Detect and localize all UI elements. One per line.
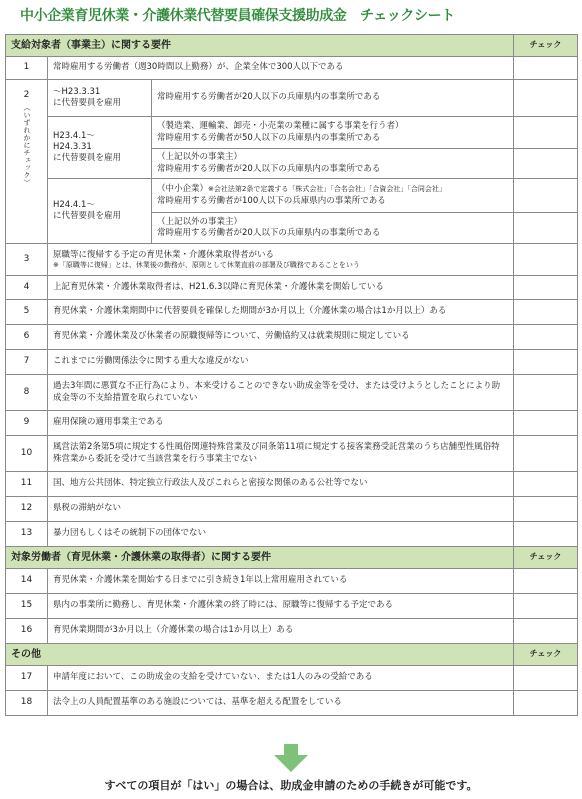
requirement-text: 暴力団もしくはその統制下の団体でない (48, 522, 514, 547)
table-row (6, 350, 578, 375)
row-number: 16 (6, 619, 48, 644)
check-cell[interactable] (514, 411, 578, 436)
row-number: 2 (23, 90, 30, 100)
check-cell[interactable] (514, 350, 578, 375)
choose-one-note: （いずれかにチェック） (23, 103, 32, 187)
table-row (6, 276, 578, 300)
footer-message: すべての項目が「はい」の場合は、助成金申請のための手続きが可能です。 (104, 779, 478, 792)
check-cell[interactable] (514, 149, 578, 179)
table-row (6, 411, 578, 436)
requirement-text: 県税の滞納がない (48, 497, 514, 522)
check-cell[interactable] (514, 375, 578, 411)
check-cell[interactable] (514, 244, 578, 276)
row-number: 6 (6, 325, 48, 350)
section-employer-header (6, 35, 578, 57)
requirement-text: 国、地方公共団体、特定独立行政法人及びこれらと密接な関係のある公社等でない (48, 472, 514, 497)
requirement-text: 育児休業・介護休業を開始する日までに引き続き1年以上常用雇用されている (48, 569, 514, 594)
check-cell[interactable] (514, 691, 578, 716)
section-title: 支給対象者（事業主）に関する要件 (6, 35, 514, 57)
check-cell[interactable] (514, 569, 578, 594)
check-cell[interactable] (514, 57, 578, 80)
requirement-text: 上記育児休業・介護休業取得者は、H21.6.3以降に育児休業・介護休業を開始している (48, 276, 514, 300)
check-cell[interactable] (514, 117, 578, 149)
period-label: 〜H23.3.31 に代替要員を雇用 (48, 80, 152, 117)
row-number: 11 (6, 472, 48, 497)
table-row (6, 594, 578, 619)
row-number: 8 (6, 375, 48, 411)
table-row (6, 117, 578, 149)
requirement-text: （上記以外の事業主） 常時雇用する労働者が20人以下の兵庫県内の事業所である (152, 149, 514, 179)
check-column-header: チェック (514, 35, 578, 57)
page-title: 中小企業育児休業・介護休業代替要員確保支援助成金 チェックシート (20, 8, 455, 24)
row-number-cell (6, 80, 48, 244)
row-number: 9 (6, 411, 48, 436)
requirement-text: 申請年度において、この助成金の支給を受けていない、または1人のみの受給である (48, 666, 514, 691)
requirement-text: 育児休業期間が3か月以上（介護休業の場合は1か月以上）ある (48, 619, 514, 644)
row-number: 10 (6, 436, 48, 472)
requirement-text: 常時雇用する労働者（週30時間以上勤務）が、企業全体で300人以下である (48, 57, 514, 80)
table-row (6, 244, 578, 276)
row-number: 5 (6, 300, 48, 325)
footnote: ※「原職等に復帰」とは、休業後の勤務が、原則として休業直前の部署及び職務であることをいう (53, 260, 360, 269)
period-label: H23.4.1〜 H24.3.31 に代替要員を雇用 (48, 117, 152, 179)
check-cell[interactable] (514, 497, 578, 522)
check-cell[interactable] (514, 300, 578, 325)
requirement-text: 法令上の人員配置基準のある施設については、基準を超える配置をしている (48, 691, 514, 716)
row-number: 13 (6, 522, 48, 547)
footnote: ※会社法第2条で定義する「株式会社」「合名会社」「合資会社」「合同会社」 (208, 185, 446, 194)
check-cell[interactable] (514, 80, 578, 117)
row-number: 4 (6, 276, 48, 300)
table-row (6, 691, 578, 716)
check-column-header: チェック (514, 644, 578, 666)
check-cell[interactable] (514, 594, 578, 619)
check-cell[interactable] (514, 213, 578, 244)
requirement-cell (48, 244, 514, 276)
row-number: 15 (6, 594, 48, 619)
table-row (6, 325, 578, 350)
check-cell[interactable] (514, 666, 578, 691)
category-prefix: （中小企業） (157, 184, 209, 195)
row-number: 3 (6, 244, 48, 276)
check-cell[interactable] (514, 179, 578, 213)
check-column-header: チェック (514, 547, 578, 569)
down-arrow-icon (274, 744, 308, 772)
requirement-text: （上記以外の事業主） 常時雇用する労働者が20人以下の兵庫県内の事業所である (152, 213, 514, 244)
check-cell[interactable] (514, 522, 578, 547)
check-cell[interactable] (514, 325, 578, 350)
check-cell[interactable] (514, 619, 578, 644)
check-cell[interactable] (514, 436, 578, 472)
requirement-text: これまでに労働関係法令に関する重大な違反がない (48, 350, 514, 375)
checklist-table (5, 34, 578, 716)
check-cell[interactable] (514, 472, 578, 497)
period-label: H24.4.1〜 に代替要員を雇用 (48, 179, 152, 244)
table-row (6, 300, 578, 325)
table-row (6, 375, 578, 411)
requirement-text: 雇用保険の適用事業主である (48, 411, 514, 436)
section-other-header (6, 644, 578, 666)
row-number: 7 (6, 350, 48, 375)
requirement-text: 育児休業・介護休業期間中に代替要員を確保した期間が3か月以上（介護休業の場合は1か月以上）ある (48, 300, 514, 325)
table-row (6, 497, 578, 522)
table-row (6, 179, 578, 213)
requirement-text: 常時雇用する労働者が20人以下の兵庫県内の事業所である (152, 80, 514, 117)
row-number: 14 (6, 569, 48, 594)
table-row (6, 569, 578, 594)
requirement-text: 育児休業・介護休業及び休業者の原職復帰等について、労働協約又は就業規則に規定している (48, 325, 514, 350)
table-row (6, 80, 578, 117)
table-row (6, 522, 578, 547)
section-worker-header (6, 547, 578, 569)
requirement-text: 原職等に復帰する予定の育児休業・介護休業取得者がいる (53, 249, 275, 260)
row-number: 18 (6, 691, 48, 716)
requirement-text: 常時雇用する労働者が100人以下の兵庫県内の事業所である (157, 195, 386, 206)
table-row (6, 619, 578, 644)
requirement-text: 県内の事業所に勤務し、育児休業・介護休業の終了時には、原職等に復帰する予定である (48, 594, 514, 619)
row-number: 12 (6, 497, 48, 522)
requirement-text: （製造業、運輸業、卸売・小売業の業種に属する事業を行う者） 常時雇用する労働者が50人以下の兵庫県内の事業所である (152, 117, 514, 149)
check-cell[interactable] (514, 276, 578, 300)
row-number: 1 (6, 57, 48, 80)
row-number: 17 (6, 666, 48, 691)
section-title: その他 (6, 644, 514, 666)
table-row (6, 666, 578, 691)
table-row (6, 472, 578, 497)
requirement-text: 過去3年間に悪質な不正行為により、本来受けることのできない助成金等を受け、または受けようとしたことにより助成金等の不支給措置を取られていない (48, 375, 514, 411)
requirement-text: 風営法第2条第5項に規定する性風俗関連特殊営業及び同条第11項に規定する接客業務受託営業のうち店舗型性風俗特殊営業から委託を受けて当該営業を行う事業主でない (48, 436, 514, 472)
section-title: 対象労働者（育児休業・介護休業の取得者）に関する要件 (6, 547, 514, 569)
requirement-cell (152, 179, 514, 213)
table-row (6, 57, 578, 80)
table-row (6, 436, 578, 472)
